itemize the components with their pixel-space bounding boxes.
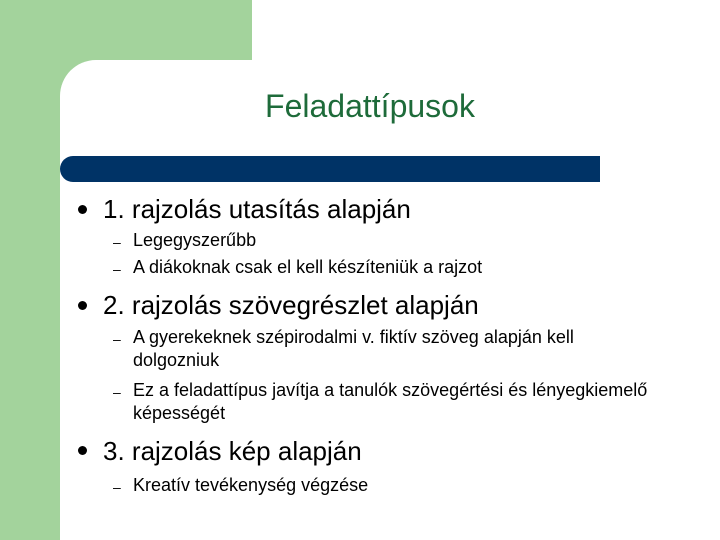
bullet-icon (78, 446, 87, 455)
dash-icon: – (113, 234, 121, 250)
slide-title: Feladattípusok (265, 88, 475, 124)
bullet-item-2: 2. rajzolás szövegrészlet alapján (103, 290, 479, 320)
sub-item-3-1: Kreatív tevékenység végzése (133, 475, 369, 495)
bullet-item-1: 1. rajzolás utasítás alapján (103, 194, 411, 224)
bullet-item-3: 3. rajzolás kép alapján (103, 436, 362, 466)
sub-item-1-1: Legegyszerűbb (133, 230, 257, 250)
sub-item-2-2: Ez a feladattípus javítja a tanulók szövegértési és lényegkiemelő képességét (133, 380, 648, 423)
dash-icon: – (113, 261, 121, 277)
title-underline-bar (60, 156, 600, 182)
sub-item-1-2: A diákoknak csak el kell készíteniük a rajzot (133, 257, 483, 277)
sub-item-2-1: A gyerekeknek szépirodalmi v. fiktív szöveg alapján kell dolgozniuk (133, 327, 574, 370)
dash-icon: – (113, 479, 121, 495)
bullet-icon (78, 205, 87, 214)
dash-icon: – (113, 331, 121, 347)
bullet-icon (78, 301, 87, 310)
dash-icon: – (113, 384, 121, 400)
